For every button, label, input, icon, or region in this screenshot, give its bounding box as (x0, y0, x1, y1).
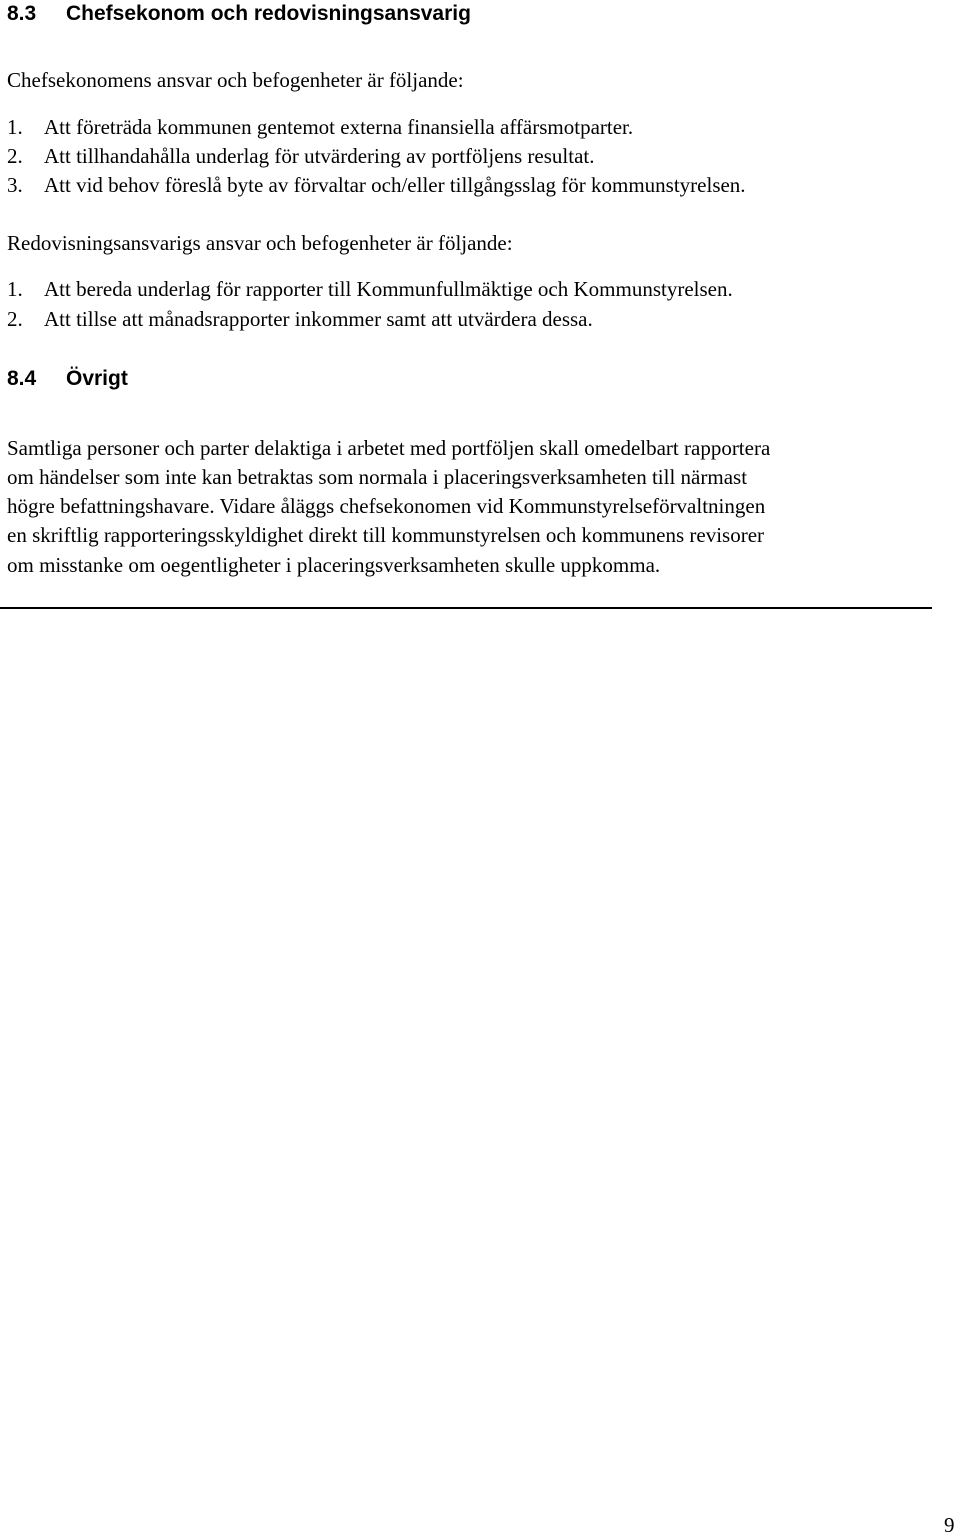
section-number: 8.4 (7, 367, 37, 390)
list-item: 2. Att tillhandahålla underlag för utvärdering av portföljens resultat. (7, 144, 595, 168)
list-item: 1. Att företräda kommunen gentemot externa finansiella affärsmotparter. (7, 115, 634, 139)
paragraph-line: om händelser som inte kan betraktas som normala i placeringsverksamheten till närmast (7, 465, 748, 489)
section-title: Övrigt (66, 367, 128, 390)
paragraph-line: högre befattningshavare. Vidare åläggs chefsekonomen vid Kommunstyrelseförvaltningen (7, 494, 766, 518)
intro-chefsekonom: Chefsekonomens ansvar och befogenheter är följande: (7, 68, 464, 92)
section-title: Chefsekonom och redovisningsansvarig (66, 2, 471, 25)
section-heading-8-3 (7, 3, 471, 24)
page-number: 9 (944, 1513, 955, 1537)
paragraph-line: Samtliga personer och parter delaktiga i arbetet med portföljen skall omedelbart rapportera (7, 436, 771, 460)
list-item: 2. Att tillse att månadsrapporter inkommer samt att utvärdera dessa. (7, 307, 593, 331)
list-item: 3. Att vid behov föreslå byte av förvaltar och/eller tillgångsslag för kommunstyrelsen. (7, 173, 746, 197)
list-item: 1. Att bereda underlag för rapporter till Kommunfullmäktige och Kommunstyrelsen. (7, 277, 733, 301)
section-number: 8.3 (7, 2, 37, 25)
section-heading-8-4 (7, 368, 128, 389)
paragraph-line: en skriftlig rapporteringsskyldighet direkt till kommunstyrelsen och kommunens revisorer (7, 523, 765, 547)
horizontal-rule (0, 607, 932, 609)
paragraph-line: om misstanke om oegentligheter i placeringsverksamheten skulle uppkomma. (7, 553, 661, 577)
intro-redovisningsansvarig: Redovisningsansvarigs ansvar och befogenheter är följande: (7, 231, 513, 255)
